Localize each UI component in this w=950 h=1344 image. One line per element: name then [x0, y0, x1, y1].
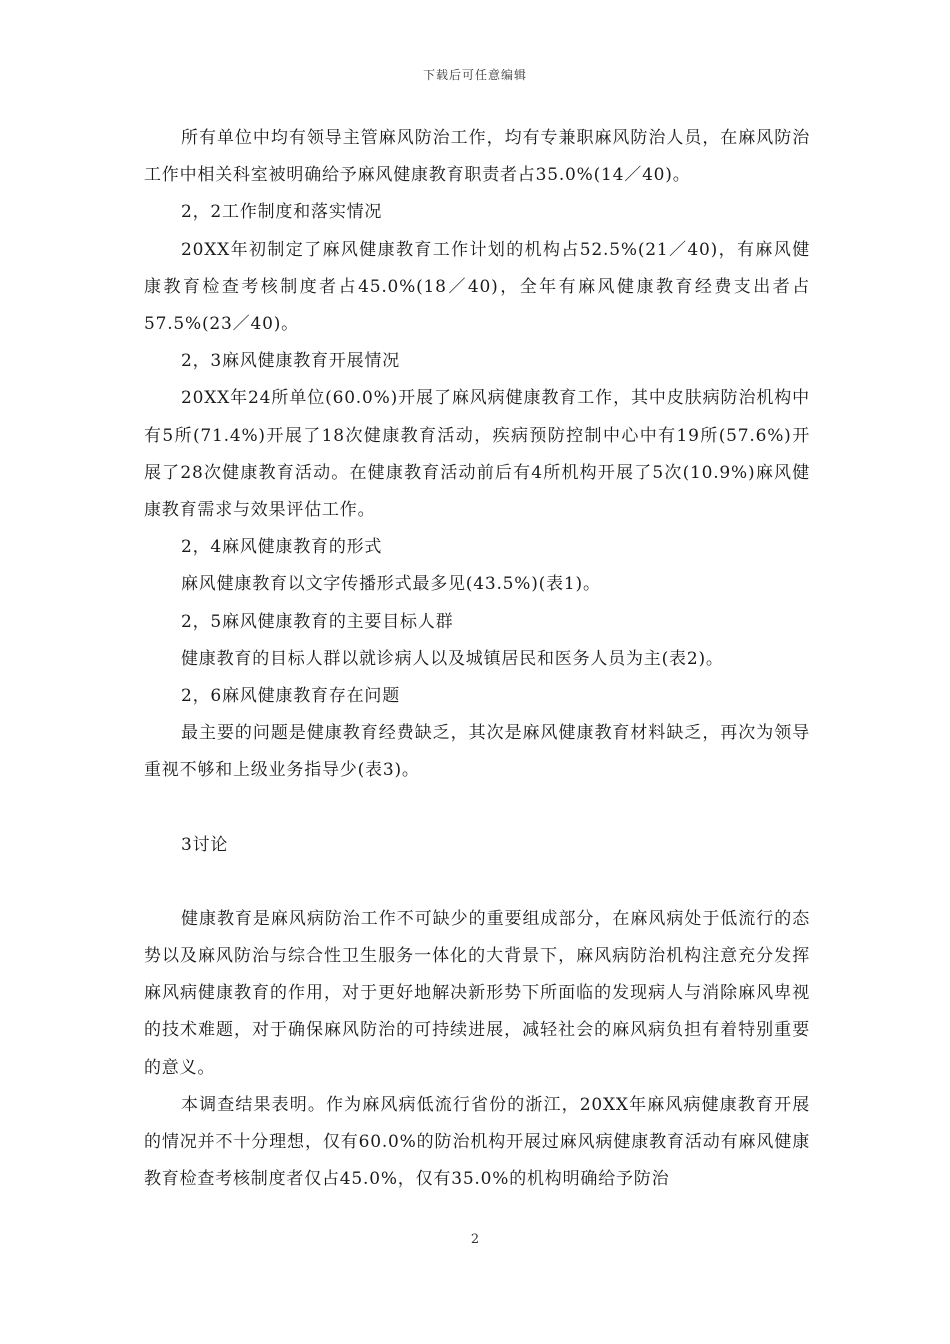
subheading-2-3: 2，3麻风健康教育开展情况 — [181, 351, 401, 372]
subheading-2-2: 2，2工作制度和落实情况 — [181, 202, 383, 223]
subheading-2-4: 2，4麻风健康教育的形式 — [181, 537, 383, 558]
page-header: 下载后可任意编辑 — [422, 68, 527, 82]
section-title-discussion: 3讨论 — [181, 834, 229, 855]
paragraph-discussion-importance: 健康教育是麻风病防治工作不可缺少的重要组成部分，在麻风病处于低流行的态势以及麻风防治与综合性卫生服务一体化的大背景下，麻风病防治机构注意充分发挥麻风病健康教育的作用，对于更好地解决新形势下所面临的发现病人与消除麻风卑视的技术难题，对于确保麻风防治的可持续进展，减轻社会的麻风病负担有着特别重要的意义。 — [144, 908, 810, 1078]
paragraph-work-system: 20XX年初制定了麻风健康教育工作计划的机构占52.5%(21／40)，有麻风健康教育检查考核制度者占45.0%(18／40)，全年有麻风健康教育经费支出者占57.5%(23／40)。 — [144, 239, 810, 335]
page-number: 2 — [470, 1232, 480, 1247]
paragraph-responsibility: 所有单位中均有领导主管麻风防治工作，均有专兼职麻风防治人员，在麻风防治工作中相关科室被明确给予麻风健康教育职责者占35.0%(14／40)。 — [144, 128, 810, 186]
paragraph-forms: 麻风健康教育以文字传播形式最多见(43.5%)(表1)。 — [181, 574, 601, 595]
paragraph-discussion-results: 本调查结果表明。作为麻风病低流行省份的浙江，20XX年麻风病健康教育开展的情况并不十分理想，仅有60.0%的防治机构开展过麻风病健康教育活动有麻风健康教育检查考核制度者仅占45.0%，仅有35.0%的机构明确给予防治 — [144, 1094, 810, 1190]
paragraph-target-groups: 健康教育的目标人群以就诊病人以及城镇居民和医务人员为主(表2)。 — [181, 648, 724, 669]
document-body — [144, 120, 810, 1198]
paragraph-problems: 最主要的问题是健康教育经费缺乏，其次是麻风健康教育材料缺乏，再次为领导重视不够和上级业务指导少(表3)。 — [144, 723, 810, 781]
paragraph-activities: 20XX年24所单位(60.0%)开展了麻风病健康教育工作，其中皮肤病防治机构中有5所(71.4%)开展了18次健康教育活动，疾病预防控制中心中有19所(57.6%)开展了28次健康教育活动。在健康教育活动前后有4所机构开展了5次(10.9%)麻风健康教育需求与效果评估工作。 — [144, 388, 810, 521]
subheading-2-5: 2，5麻风健康教育的主要目标人群 — [181, 611, 454, 632]
subheading-2-6: 2，6麻风健康教育存在问题 — [181, 686, 401, 707]
